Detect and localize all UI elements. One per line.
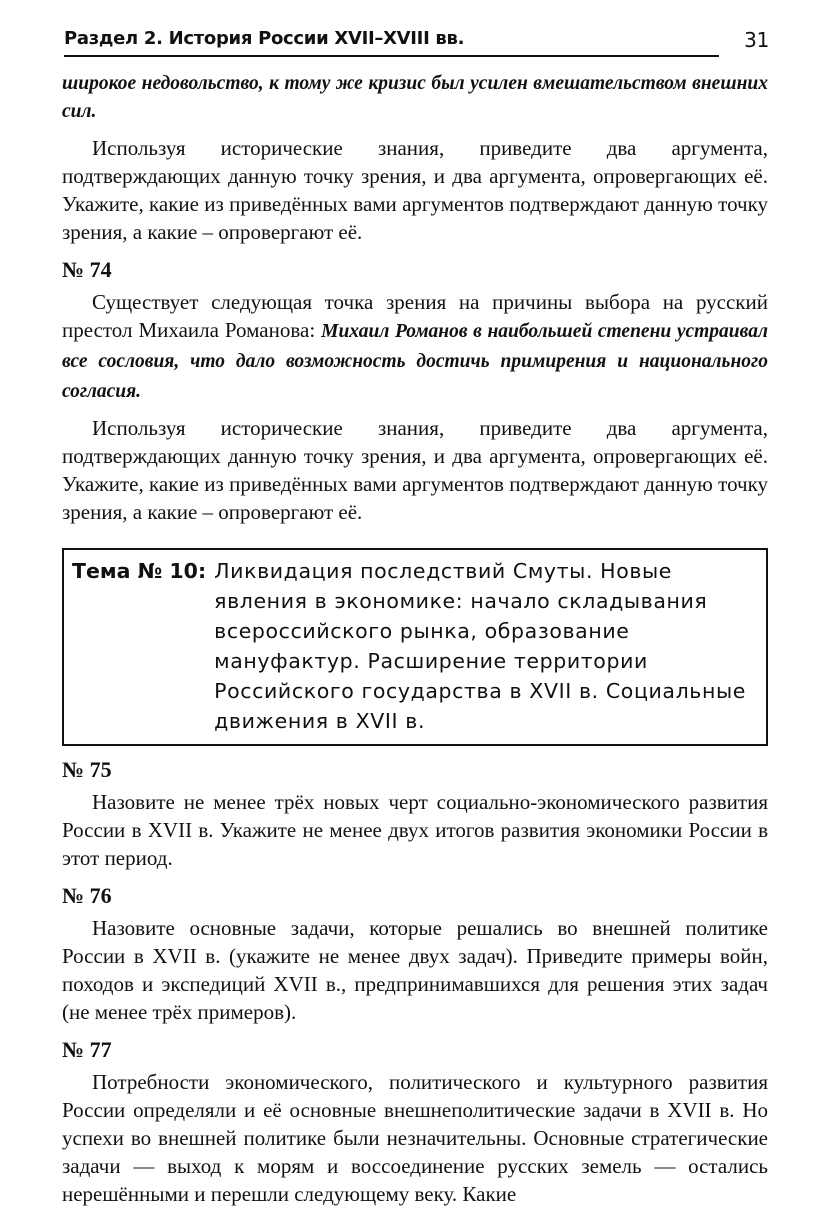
topic-box	[62, 548, 768, 746]
running-header	[64, 24, 769, 58]
topic-title: Ликвидация последствий Смуты. Новые явления в экономике: начало складывания всероссийского рынка, образование мануфактур. Расширение территории Российского государства в XVII в. Социальные движения в XVII в.	[214, 559, 746, 733]
task-75-text: Назовите не менее трёх новых черт социально-экономического развития России в XVII в. Укажите не менее двух итогов развития экономики России в этот период.	[62, 790, 768, 870]
task-number-74: № 74	[62, 257, 112, 282]
page-number: 31	[744, 28, 769, 52]
intro-instruction: Используя исторические знания, приведите два аргумента, подтверждающих данную точку зрения, и два аргумента, опровергающих её. Укажите, какие из приведённых вами аргументов подтверждают данную точку зрения, а какие – опровергают её.	[62, 136, 768, 244]
task-number-77: № 77	[62, 1037, 112, 1062]
page-content	[62, 70, 768, 1208]
task-76-text: Назовите основные задачи, которые решались во внешней политике России в XVII в. (укажите не менее двух задач). Приведите примеры войн, походов и экспедиций XVII в., предпринимавшихся для решения этих задач (не менее трёх примеров).	[62, 916, 768, 1024]
topic-label: Тема № 10:	[72, 559, 207, 583]
task-number-75: № 75	[62, 757, 112, 782]
header-rule	[64, 55, 719, 57]
quote-continuation: широкое недовольство, к тому же кризис был усилен вмешательством внешних сил.	[62, 73, 768, 122]
task-74-instruction: Используя исторические знания, приведите два аргумента, подтверждающих данную точку зрения, и два аргумента, опровергающих её. Укажите, какие из приведённых вами аргументов подтверждают данную точку зрения, а какие – опровергают её.	[62, 416, 768, 524]
task-number-76: № 76	[62, 883, 112, 908]
task-77-text: Потребности экономического, политического и культурного развития России определяли и её основные внешнеполитические задачи в XVII в. Но успехи во внешней политике были незначительны. Основные стратегические задачи — выход к морям и воссоединение русских земель — остались нерешёнными и перешли следующему веку. Какие	[62, 1070, 768, 1206]
task-74-text	[62, 288, 768, 406]
section-title: Раздел 2. История России XVII–XVIII вв.	[64, 28, 465, 49]
task-74-quote: Михаил Романов в наибольшей степени устраивал все сословия, что дало возможность достичь примирения и национального согласия.	[62, 321, 768, 402]
task-74-lead: Существует следующая точка зрения на причины выбора на русский престол Михаила Романова:	[62, 290, 768, 342]
